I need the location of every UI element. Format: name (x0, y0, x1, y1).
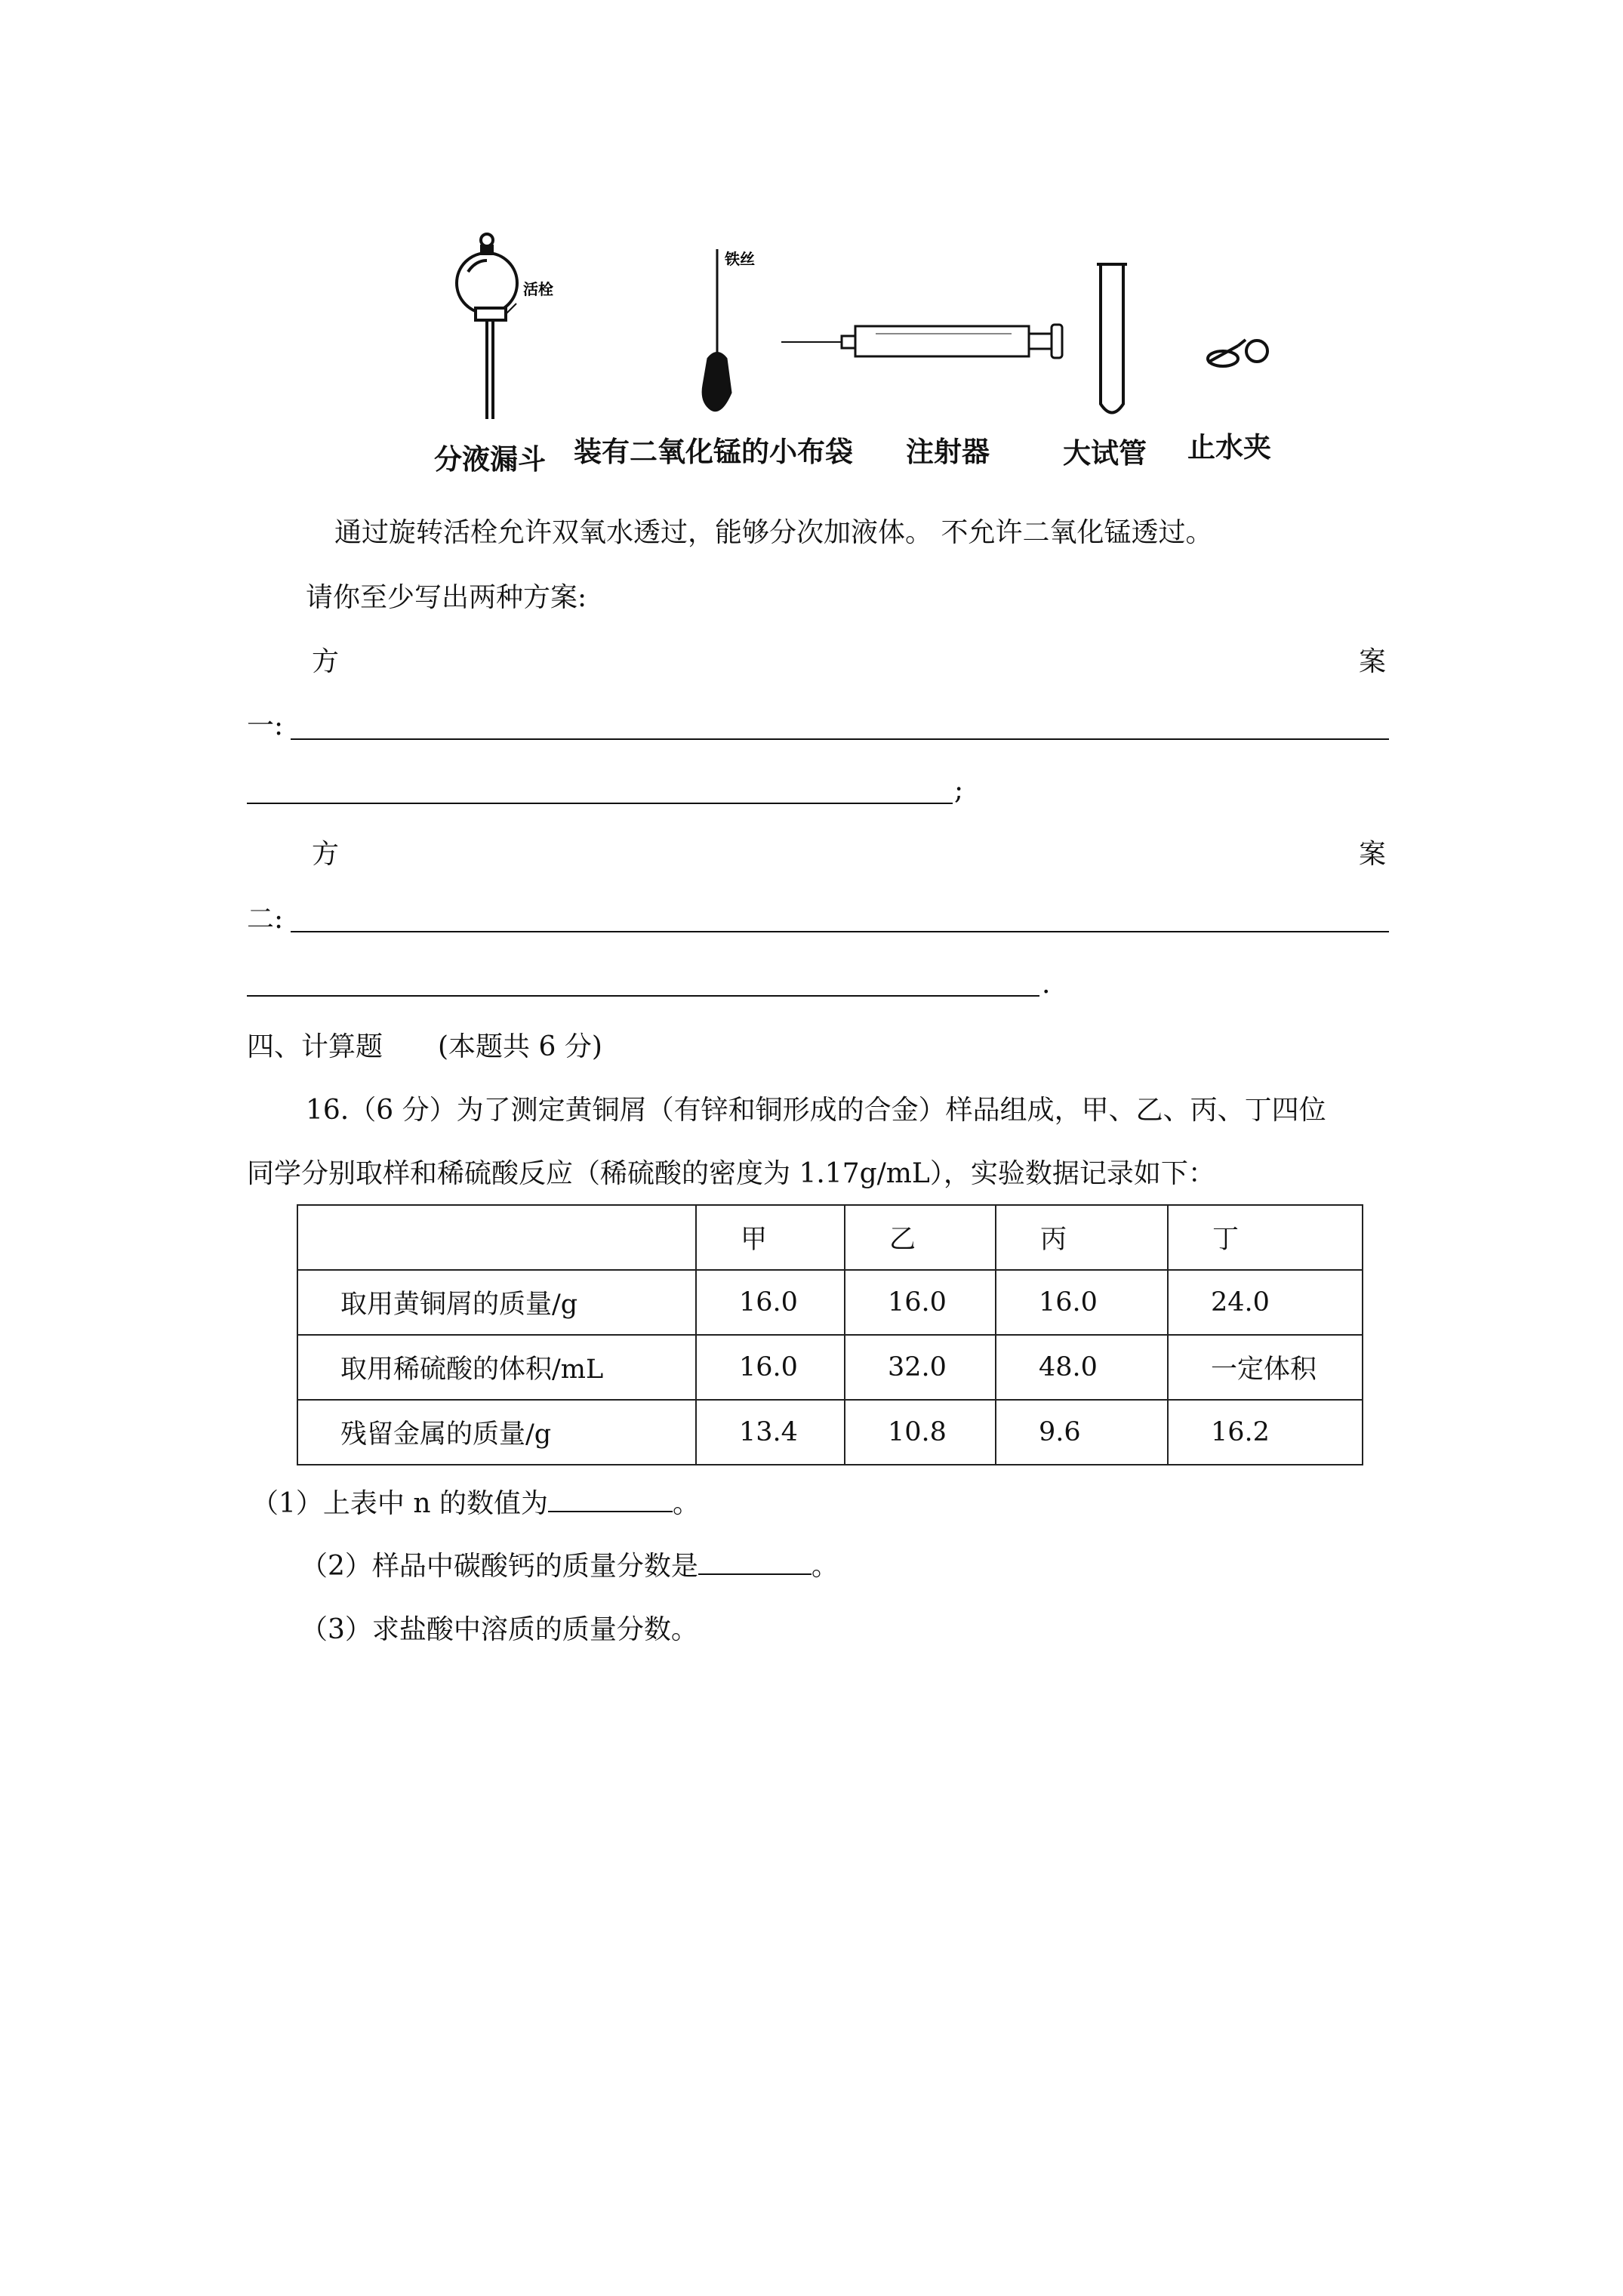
apparatus-drawing (423, 219, 1291, 438)
plan2-left-char: 方 (312, 839, 340, 870)
table-cell: 16.0 (845, 1270, 996, 1335)
table-header-row (297, 1205, 1363, 1270)
plan1-left-char: 方 (312, 646, 340, 677)
table-cell: 16.0 (996, 1270, 1168, 1335)
table-header-cell: 丁 (1168, 1205, 1363, 1270)
table-header-cell: 丙 (996, 1205, 1168, 1270)
plan2-right-char: 案 (1359, 839, 1387, 870)
table-cell: 24.0 (1168, 1270, 1363, 1335)
table-cell: 9.6 (996, 1400, 1168, 1465)
subquestion-1-text: （1）上表中 n 的数值为 (251, 1488, 548, 1519)
table-header-cell: 甲 (696, 1205, 845, 1270)
table-cell: 16.0 (696, 1270, 845, 1335)
table-cell: 16.2 (1168, 1400, 1363, 1465)
subquestion-1-end: 。 (672, 1488, 700, 1519)
bag-label: 装有二氧化锰的小布袋 (574, 436, 853, 468)
table-row-label: 取用稀硫酸的体积/mL (297, 1335, 696, 1400)
table-header-cell (297, 1205, 696, 1270)
section-note: (本题共 6 分) (438, 1031, 602, 1062)
table-cell: 13.4 (696, 1400, 845, 1465)
table-cell: 48.0 (996, 1335, 1168, 1400)
paragraph-membrane: 通过旋转活栓允许双氧水透过，能够分次加液体。 不允许二氧化锰透过。 (334, 517, 1213, 548)
table-cell: 一定体积 (1168, 1335, 1363, 1400)
section-title: 四、计算题 (247, 1031, 383, 1062)
stopcock-label: 活栓 (523, 280, 553, 298)
clip-label: 止水夹 (1187, 431, 1271, 464)
table-cell: 32.0 (845, 1335, 996, 1400)
data-table (297, 1204, 1363, 1465)
plan2-end: . (1042, 969, 1051, 1000)
syringe-label: 注射器 (906, 436, 990, 468)
paragraph-instruction: 请你至少写出两种方案: (306, 582, 587, 613)
table-row (297, 1400, 1363, 1465)
question16-line1: 16.（6 分）为了测定黄铜屑（有锌和铜形成的合金）样品组成，甲、乙、丙、丁四位 (306, 1095, 1326, 1126)
table-cell: 10.8 (845, 1400, 996, 1465)
plan1-end: ; (954, 775, 964, 806)
table-row-label: 取用黄铜屑的质量/g (297, 1270, 696, 1335)
cloth-bag-icon (703, 249, 731, 411)
question16-line2: 同学分别取样和稀硫酸反应（稀硫酸的密度为 1.17g/mL），实验数据记录如下： (247, 1158, 1215, 1189)
subquestion-1 (251, 1487, 700, 1521)
plan2-prefix: 二: (247, 904, 284, 935)
table-header-cell: 乙 (845, 1205, 996, 1270)
separatory-funnel-icon (457, 234, 517, 419)
subquestion-2-end: 。 (811, 1551, 839, 1582)
syringe-icon (781, 325, 1062, 358)
plan2-answer-line-1[interactable] (291, 931, 1389, 932)
plan1-right-char: 案 (1359, 646, 1387, 677)
plan1-answer-line-2[interactable] (247, 803, 953, 804)
table-row (297, 1270, 1363, 1335)
water-clip-icon (1208, 340, 1267, 366)
test-tube-icon (1097, 264, 1127, 413)
subquestion-2 (300, 1550, 839, 1583)
table-row-label: 残留金属的质量/g (297, 1400, 696, 1465)
subquestion-3: （3）求盐酸中溶质的质量分数。 (300, 1614, 698, 1645)
subquestion-2-text: （2）样品中碳酸钙的质量分数是 (300, 1551, 698, 1582)
plan2-answer-line-2[interactable] (247, 995, 1039, 997)
subquestion-2-blank[interactable] (698, 1551, 812, 1575)
wire-label: 铁丝 (725, 250, 755, 268)
plan1-answer-line-1[interactable] (291, 738, 1389, 740)
subquestion-1-blank[interactable] (548, 1488, 673, 1512)
funnel-label: 分液漏斗 (434, 443, 546, 476)
table-row (297, 1335, 1363, 1400)
test-tube-label: 大试管 (1063, 437, 1147, 470)
plan1-prefix: 一: (247, 710, 284, 741)
table-cell: 16.0 (696, 1335, 845, 1400)
